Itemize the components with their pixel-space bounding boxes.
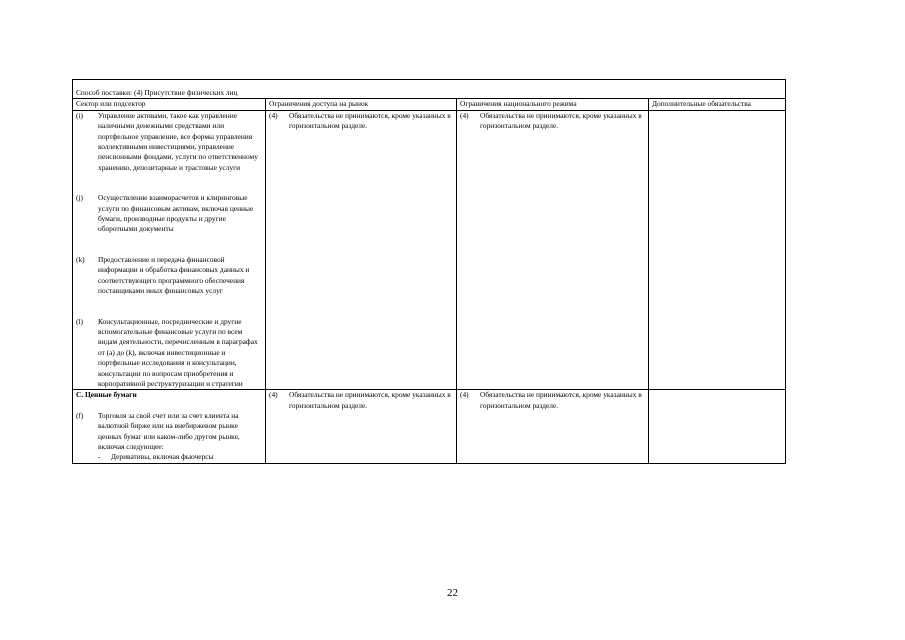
sub-list-item bbox=[76, 452, 262, 462]
table-row bbox=[73, 110, 786, 390]
national-treatment-cell bbox=[457, 390, 649, 463]
commitment-marker: (4) bbox=[460, 390, 469, 400]
item-marker: (f) bbox=[76, 410, 84, 420]
sub-item-text: Деривативы, включая фьючерсы bbox=[111, 452, 214, 462]
commitment-text: Обязательства не принимаются, кроме указанных в горизонтальном разделе. bbox=[480, 390, 642, 410]
commitment-text: Обязательства не принимаются, кроме указанных в горизонтальном разделе. bbox=[289, 110, 451, 131]
commitment-text: Обязательства не принимаются, кроме указанных в горизонтальном разделе. bbox=[480, 110, 642, 131]
market-access-cell bbox=[266, 390, 457, 463]
header-row bbox=[73, 99, 786, 110]
item-text: Осуществление взаиморасчетов и клиринговые услуги по финансовым активам, включая ценные бумаги, производные продукты и другие оборотными документы bbox=[98, 193, 254, 234]
header-sector: Сектор или подсектор bbox=[73, 99, 266, 110]
item-text: Консультационные, посреднические и другие вспомогательные финансовые услуги по всем видам деятельности, перечисленным в параграфах от (a) до (k), включая инвестиционные и портфельные исследования и консультации, консультации по вопросам приобретения и корпоративной реструктуризации и стратегии bbox=[98, 316, 258, 388]
additional-commitments-cell bbox=[649, 110, 786, 390]
sector-cell bbox=[73, 390, 266, 463]
commitment-marker: (4) bbox=[269, 390, 278, 400]
page-number: 22 bbox=[447, 587, 458, 599]
item-marker: (k) bbox=[76, 254, 85, 264]
commitment-text: Обязательства не принимаются, кроме указанных в горизонтальном разделе. bbox=[289, 390, 451, 410]
mode-caption: Способ поставки: (4) Присутствие физических лиц bbox=[73, 80, 786, 99]
list-item bbox=[76, 193, 262, 235]
item-marker: (l) bbox=[76, 316, 83, 326]
item-text: Предоставление и передача финансовой информации и обработка финансовых данных и соответствующего программного обеспечения поставщиками иных финансовых услуг bbox=[98, 254, 250, 296]
header-additional-commitments: Дополнительные обязательства bbox=[649, 99, 786, 110]
dash-marker: - bbox=[98, 452, 101, 462]
sector-cell bbox=[73, 110, 266, 390]
list-item bbox=[76, 255, 262, 297]
list-item bbox=[76, 411, 262, 453]
list-item bbox=[76, 317, 262, 390]
table-row bbox=[73, 390, 786, 463]
national-treatment-cell bbox=[457, 110, 649, 390]
commitments-table bbox=[72, 79, 786, 464]
item-text: Управление активами, такое как управление наличными денежными средствами или портфельное управление, все формы управления коллективными инвестициями, управление пенсионными фондами, услуги по ответственному хранению, депозитарные и трастовые услуги bbox=[98, 110, 258, 172]
item-marker: (i) bbox=[76, 110, 83, 120]
commitment-marker: (4) bbox=[460, 110, 469, 120]
commitments-schedule bbox=[72, 79, 785, 464]
item-text: Торговля за свой счет или за счет клиента на валютной бирже или на внебиржевом рынке ценных бумаг или каком-либо другом рынке, включая следующее: bbox=[98, 410, 240, 451]
header-market-access: Ограничения доступа на рынок bbox=[266, 99, 457, 110]
list-item bbox=[76, 111, 262, 173]
market-access-cell bbox=[266, 110, 457, 390]
commitment-marker: (4) bbox=[269, 110, 278, 120]
mode-caption-row bbox=[73, 80, 786, 99]
additional-commitments-cell bbox=[649, 390, 786, 463]
item-marker: (j) bbox=[76, 193, 83, 203]
header-national-treatment: Ограничения национального режима bbox=[457, 99, 649, 110]
section-title: C. Ценные бумаги bbox=[76, 390, 137, 400]
